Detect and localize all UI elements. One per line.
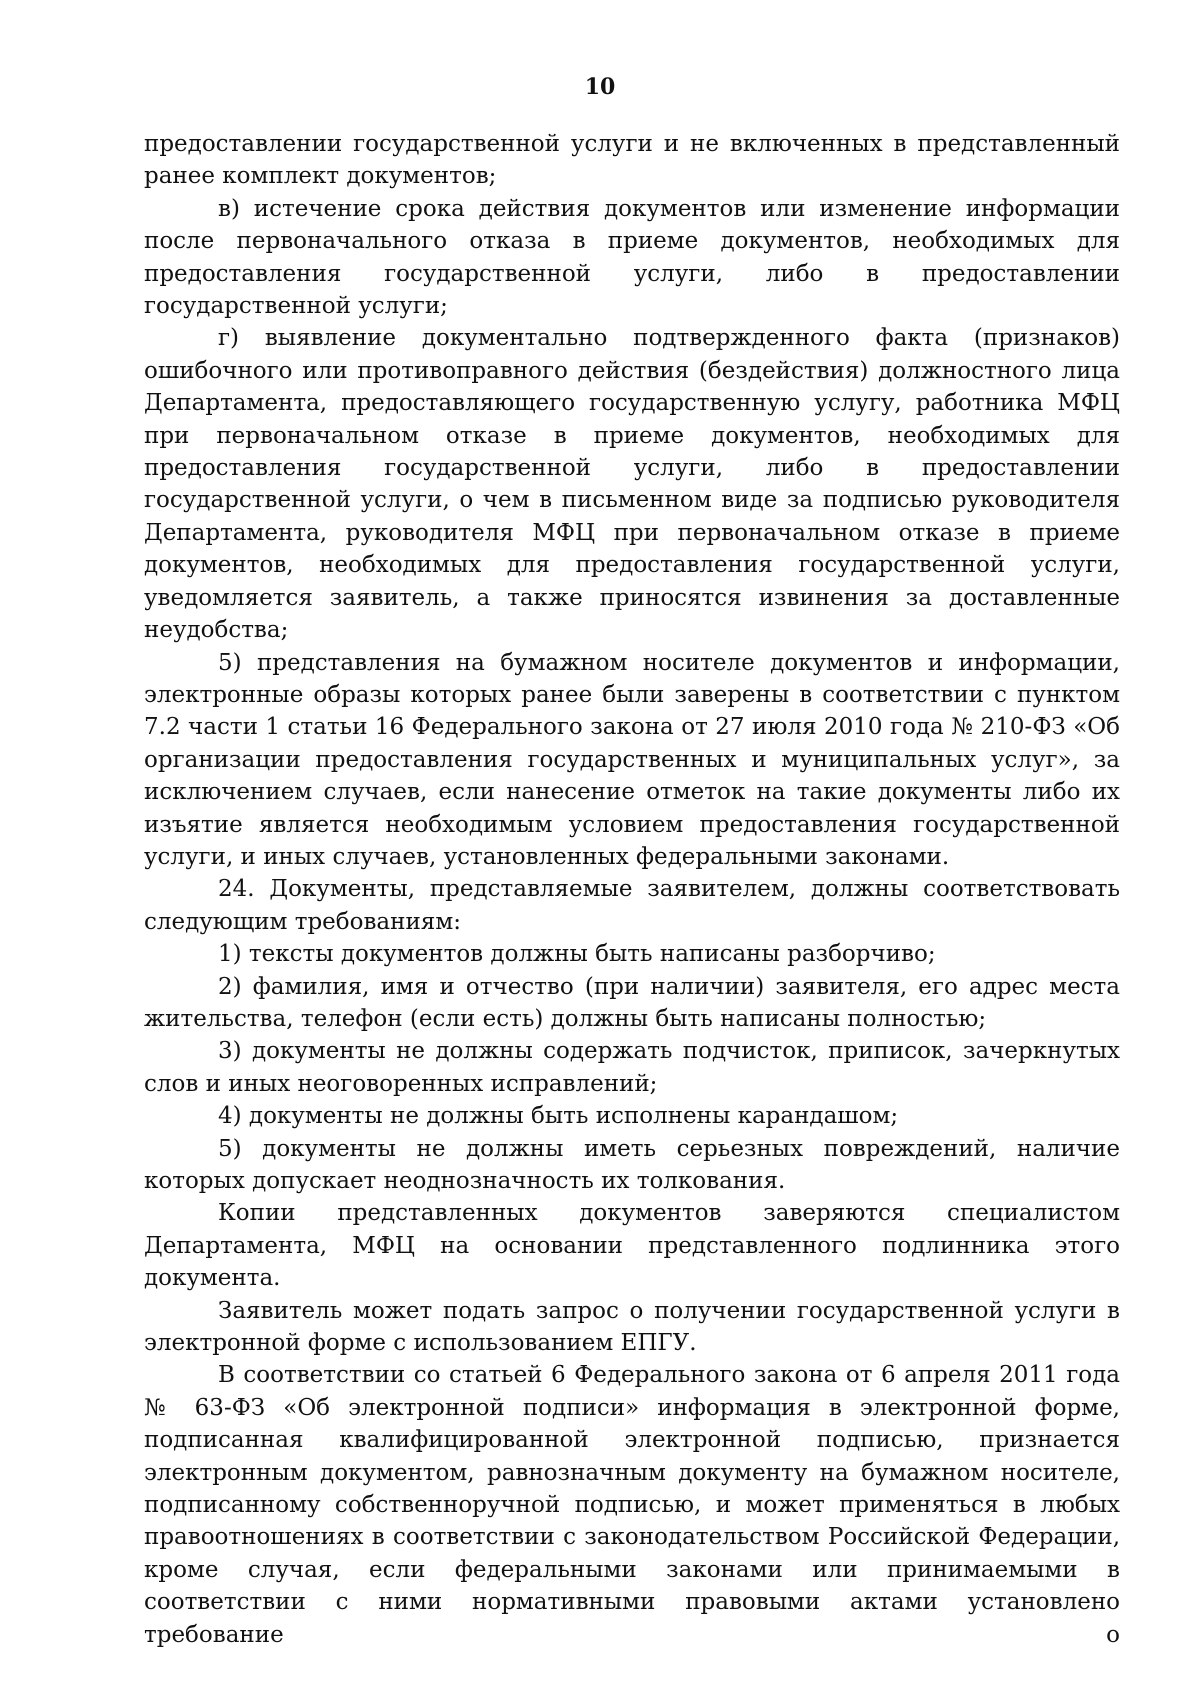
requirement-1: 1) тексты документов должны быть написаны разборчиво; <box>218 941 936 968</box>
requirement-2: 2) фамилия, имя и отчество (при наличии) заявителя, его адрес места жительства, телефон (если есть) должны быть написаны полностью; <box>144 973 1120 1032</box>
paragraph-24-requirements: 24. Документы, представляемые заявителем, должны соответствовать следующим требованиям: <box>144 876 1120 935</box>
paragraph-electronic-request: Заявитель может подать запрос о получении государственной услуги в электронной форме с использованием ЕПГУ. <box>144 1297 1120 1357</box>
paragraph-item-5: 5) представления на бумажном носителе документов и информации, электронные образы которых ранее были заверены в соответствии с пунктом 7.2 части 1 статьи 16 Федерального закона от 27 июля 2010 года № 210-ФЗ «Об организации предоставления государственных и муниципальных услуг», за исключением случаев, если нанесение отметок на такие документы либо их изъятие является необходимым условием предоставления государственной услуги, и иных случаев, установленных федеральными законами. <box>144 649 1120 870</box>
paragraph-item-v: в) истечение срока действия документов или изменение информации после первоначального отказа в приеме документов, необходимых для предоставления государственной услуги, либо в предоставлении государственной услуги; <box>144 195 1120 320</box>
requirement-4: 4) документы не должны быть исполнены карандашом; <box>218 1103 899 1130</box>
paragraph-electronic-signature: В соответствии со статьей 6 Федерального закона от 6 апреля 2011 года № 63-ФЗ «Об электронной подписи» информация в электронной форме, подписанная квалифицированной электронной подписью, признается электронным документом, равнозначным документу на бумажном носителе, подписанному собственноручной подписью, и может применяться в любых правоотношениях в соответствии с законодательством Российской Федерации, кроме случая, если федеральными законами или принимаемыми в соответствии с ними нормативными правовыми актами установлено требование о <box>144 1362 1120 1648</box>
paragraph-item-g: г) выявление документально подтвержденного факта (признаков) ошибочного или противоправного действия (бездействия) должностного лица Департамента, предоставляющего государственную услугу, работника МФЦ при первоначальном отказе в приеме документов, необходимых для предоставления государственной услуги, либо в предоставлении государственной услуги, о чем в письменном виде за подписью руководителя Департамента, руководителя МФЦ при первоначальном отказе в приеме документов, необходимых для предоставления государственной услуги, уведомляется заявитель, а также приносятся извинения за доставленные неудобства; <box>144 325 1120 644</box>
requirement-5: 5) документы не должны иметь серьезных повреждений, наличие которых допускает неоднозначность их толкования. <box>144 1135 1120 1194</box>
requirement-3: 3) документы не должны содержать подчисток, приписок, зачеркнутых слов и иных неоговоренных исправлений; <box>144 1038 1120 1097</box>
document-body <box>144 128 1120 1651</box>
paragraph-continuation: предоставлении государственной услуги и не включенных в представленный ранее комплект документов; <box>144 131 1120 190</box>
paragraph-copies: Копии представленных документов заверяются специалистом Департамента, МФЦ на основании представленного подлинника этого документа. <box>144 1200 1120 1292</box>
page-number: 10 <box>584 74 616 100</box>
